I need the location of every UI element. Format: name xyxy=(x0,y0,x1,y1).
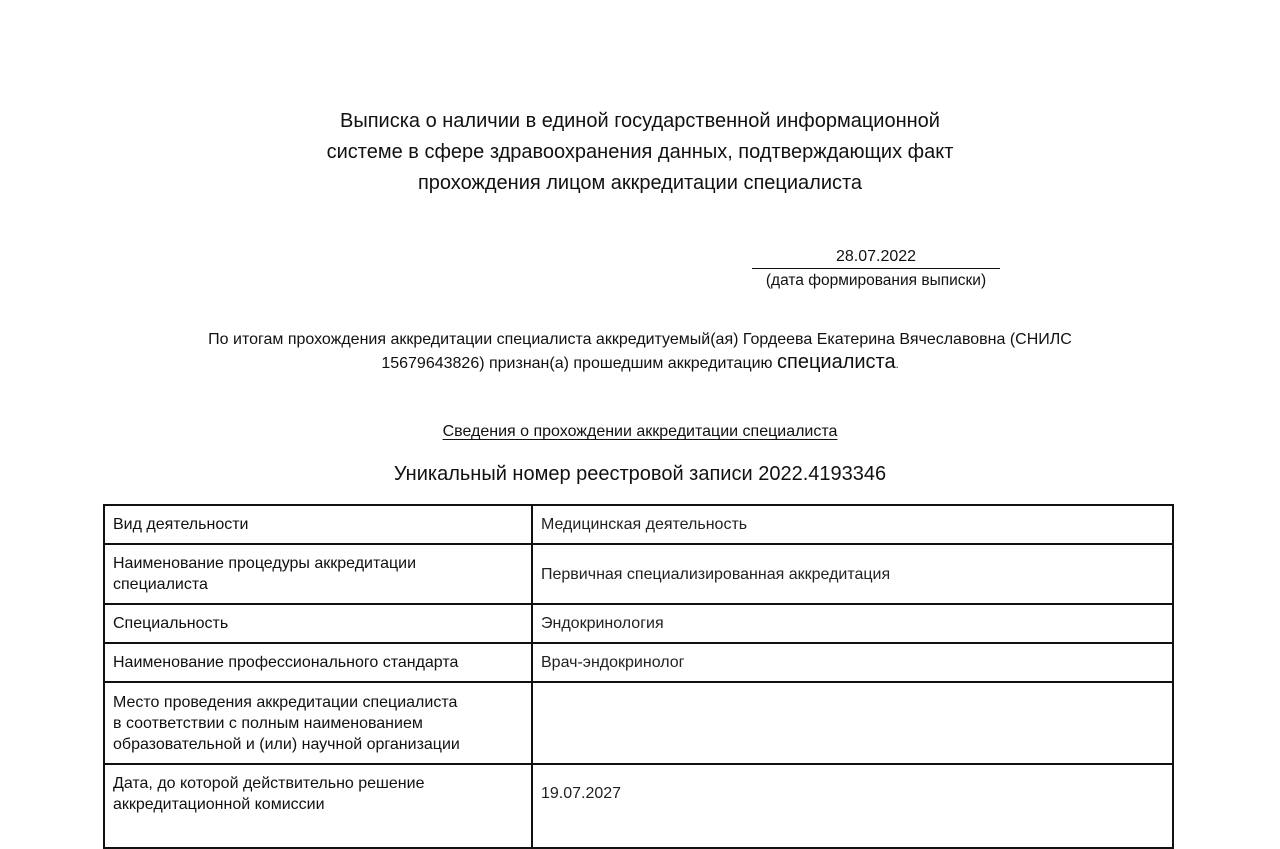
row-label xyxy=(104,764,532,848)
accreditation-table xyxy=(103,504,1174,849)
intro-line xyxy=(0,351,1280,377)
issue-date-caption: (дата формирования выписки) xyxy=(765,272,987,289)
section-heading-text: Сведения о прохождении аккредитации специалиста xyxy=(442,423,838,440)
row-label xyxy=(104,682,532,764)
registry-number: Уникальный номер реестровой записи 2022.4193346 xyxy=(393,463,887,485)
row-label xyxy=(104,544,532,604)
row-label: Вид деятельности xyxy=(104,505,532,544)
document-title-line: прохождения лицом аккредитации специалиста xyxy=(417,172,863,194)
row-value: Эндокринология xyxy=(532,604,1173,643)
row-value: 19.07.2027 xyxy=(532,764,1173,848)
intro-period: . xyxy=(895,359,899,371)
section-heading xyxy=(0,421,1280,443)
intro-line: По итогам прохождения аккредитации специалиста аккредитуемый(ая) Гордеева Екатерина Вячеславовна (СНИЛС xyxy=(208,331,1072,348)
row-label-line: Место проведения аккредитации специалиста xyxy=(113,693,458,711)
intro-emphasis: специалиста xyxy=(777,351,896,373)
row-label-line: специалиста xyxy=(113,576,208,593)
row-value: Медицинская деятельность xyxy=(532,505,1173,544)
row-label: Специальность xyxy=(104,604,532,643)
row-value xyxy=(532,682,1173,764)
table-row xyxy=(104,764,1173,848)
document-title-line: системе в сфере здравоохранения данных, подтверждающих факт xyxy=(326,141,954,163)
row-label-line: Наименование процедуры аккредитации xyxy=(113,555,417,572)
table-row xyxy=(104,544,1173,604)
row-label-line: аккредитационной комиссии xyxy=(113,796,325,813)
intro-paragraph xyxy=(0,328,1280,377)
row-value: Врач-эндокринолог xyxy=(532,643,1173,682)
row-label-line: в соответствии с полным наименованием xyxy=(113,714,423,732)
issue-date-block xyxy=(748,246,1004,292)
table-row xyxy=(104,682,1173,764)
row-value: Первичная специализированная аккредитация xyxy=(532,544,1173,604)
row-label-line: Дата, до которой действительно решение xyxy=(113,775,425,792)
intro-line-prefix: 15679643826) признан(а) прошедшим аккредитацию xyxy=(381,355,777,372)
row-label: Наименование профессионального стандарта xyxy=(104,643,532,682)
table-row xyxy=(104,604,1173,643)
document-title xyxy=(0,106,1280,199)
row-label-line: образовательной и (или) научной организации xyxy=(113,735,460,753)
table-row xyxy=(104,643,1173,682)
issue-date: 28.07.2022 xyxy=(752,246,1000,269)
document-title-line: Выписка о наличии в единой государственной информационной xyxy=(340,110,940,132)
table-row xyxy=(104,505,1173,544)
